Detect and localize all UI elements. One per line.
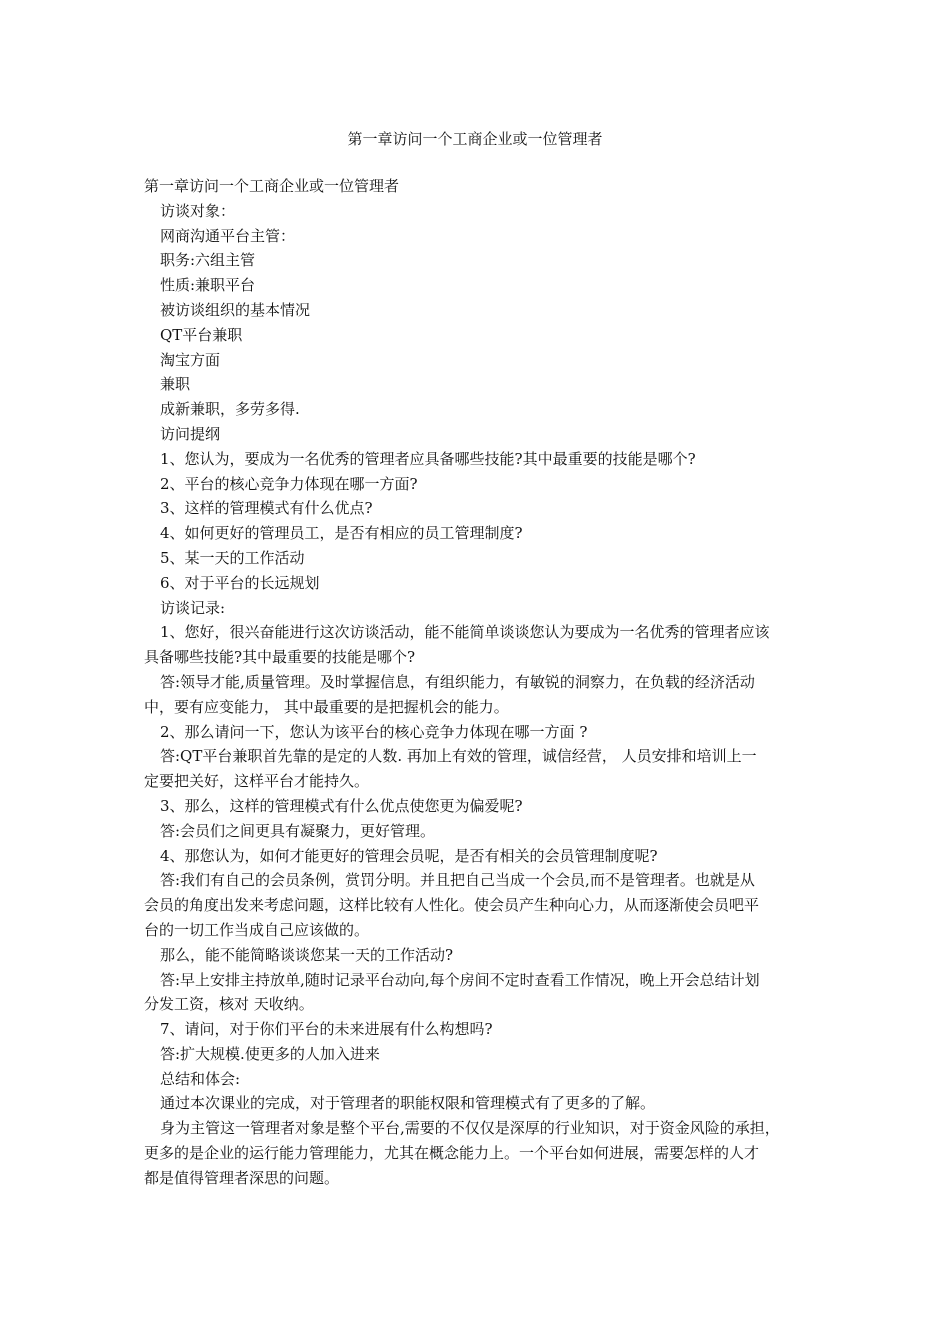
body-line: 4、那您认为，如何才能更好的管理会员呢，是否有相关的会员管理制度呢? — [160, 846, 658, 865]
body-line: 定要把关好，这样平台才能持久。 — [144, 772, 370, 791]
body-line: 性质:兼职平台 — [160, 276, 256, 295]
body-line: 2、那么请问一下，您认为该平台的核心竞争力体现在哪一方面 ? — [160, 722, 588, 741]
body-line: 答:会员们之间更具有凝聚力，更好管理。 — [160, 821, 436, 840]
body-line: 答:我们有自己的会员条例，赏罚分明。并且把自己当成一个会员,而不是管理者。也就是从 — [160, 871, 755, 890]
body-line: 1、您认为，要成为一名优秀的管理者应具备哪些技能?其中最重要的技能是哪个? — [160, 449, 696, 468]
body-line: 会员的角度出发来考虑问题，这样比较有人性化。使会员产生种向心力，从而逐渐使会员吧平 — [144, 896, 760, 915]
body-line: 身为主管这一管理者对象是整个平台,需要的不仅仅是深厚的行业知识，对于资金风险的承担， — [160, 1119, 780, 1138]
body-line: 访谈记录: — [160, 598, 226, 617]
body-line: 1、您好，很兴奋能进行这次访谈活动，能不能简单谈谈您认为要成为一名优秀的管理者应该 — [160, 623, 770, 642]
page-title: 第一章访问一个工商企业或一位管理者 — [347, 130, 603, 148]
body-line: 分发工资，核对 天收纳。 — [144, 995, 314, 1014]
body-line: 2、平台的核心竞争力体现在哪一方面? — [160, 474, 418, 493]
body-line: 总结和体会: — [160, 1069, 241, 1088]
body-line: 具备哪些技能?其中最重要的技能是哪个? — [144, 648, 416, 667]
body-line: 都是值得管理者深思的问题。 — [144, 1168, 340, 1187]
body-line: 答:扩大规模.使更多的人加入进来 — [160, 1044, 380, 1063]
body-line: 中，要有应变能力， 其中最重要的是把握机会的能力。 — [144, 697, 509, 716]
body-line: 台的一切工作当成自己应该做的。 — [144, 920, 370, 939]
body-line: 6、对于平台的长远规划 — [160, 573, 320, 592]
body-line: 访问提纲 — [160, 424, 221, 443]
body-line: 答:早上安排主持放单,随时记录平台动向,每个房间不定时查看工作情况，晚上开会总结计划 — [160, 970, 760, 989]
body-line: 4、如何更好的管理员工，是否有相应的员工管理制度? — [160, 524, 523, 543]
body-line: 第一章访问一个工商企业或一位管理者 — [144, 177, 400, 195]
body-line: 那么，能不能简略谈谈您某一天的工作活动? — [160, 945, 454, 964]
document-body — [144, 174, 810, 1191]
body-line: 3、那么，这样的管理模式有什么优点使您更为偏爱呢? — [160, 796, 523, 815]
body-line: 被访谈组织的基本情况 — [160, 300, 311, 319]
body-line: 7、请问，对于你们平台的未来进展有什么构想吗? — [160, 1020, 493, 1039]
body-line: 3、这样的管理模式有什么优点? — [160, 499, 373, 518]
body-line: 答:QT平台兼职首先靠的是定的人数. 再加上有效的管理，诚信经营， 人员安排和培训上一 — [160, 747, 757, 766]
body-line: 访谈对象： — [160, 201, 236, 220]
body-line: 网商沟通平台主管： — [160, 226, 296, 245]
body-line: 通过本次课业的完成，对于管理者的职能权限和管理模式有了更多的了解。 — [160, 1094, 656, 1113]
body-line: 兼职 — [160, 375, 191, 394]
body-line: 答:领导才能,质量管理。及时掌握信息，有组织能力，有敏锐的洞察力，在负载的经济活动 — [160, 672, 755, 691]
body-line: 淘宝方面 — [160, 350, 221, 369]
body-line: QT平台兼职 — [160, 325, 243, 344]
body-line: 更多的是企业的运行能力管理能力，尤其在概念能力上。一个平台如何进展，需要怎样的人才 — [144, 1144, 760, 1163]
body-line: 5、某一天的工作活动 — [160, 548, 305, 567]
body-line: 成新兼职，多劳多得. — [160, 400, 300, 419]
body-line: 职务:六组主管 — [160, 251, 256, 270]
